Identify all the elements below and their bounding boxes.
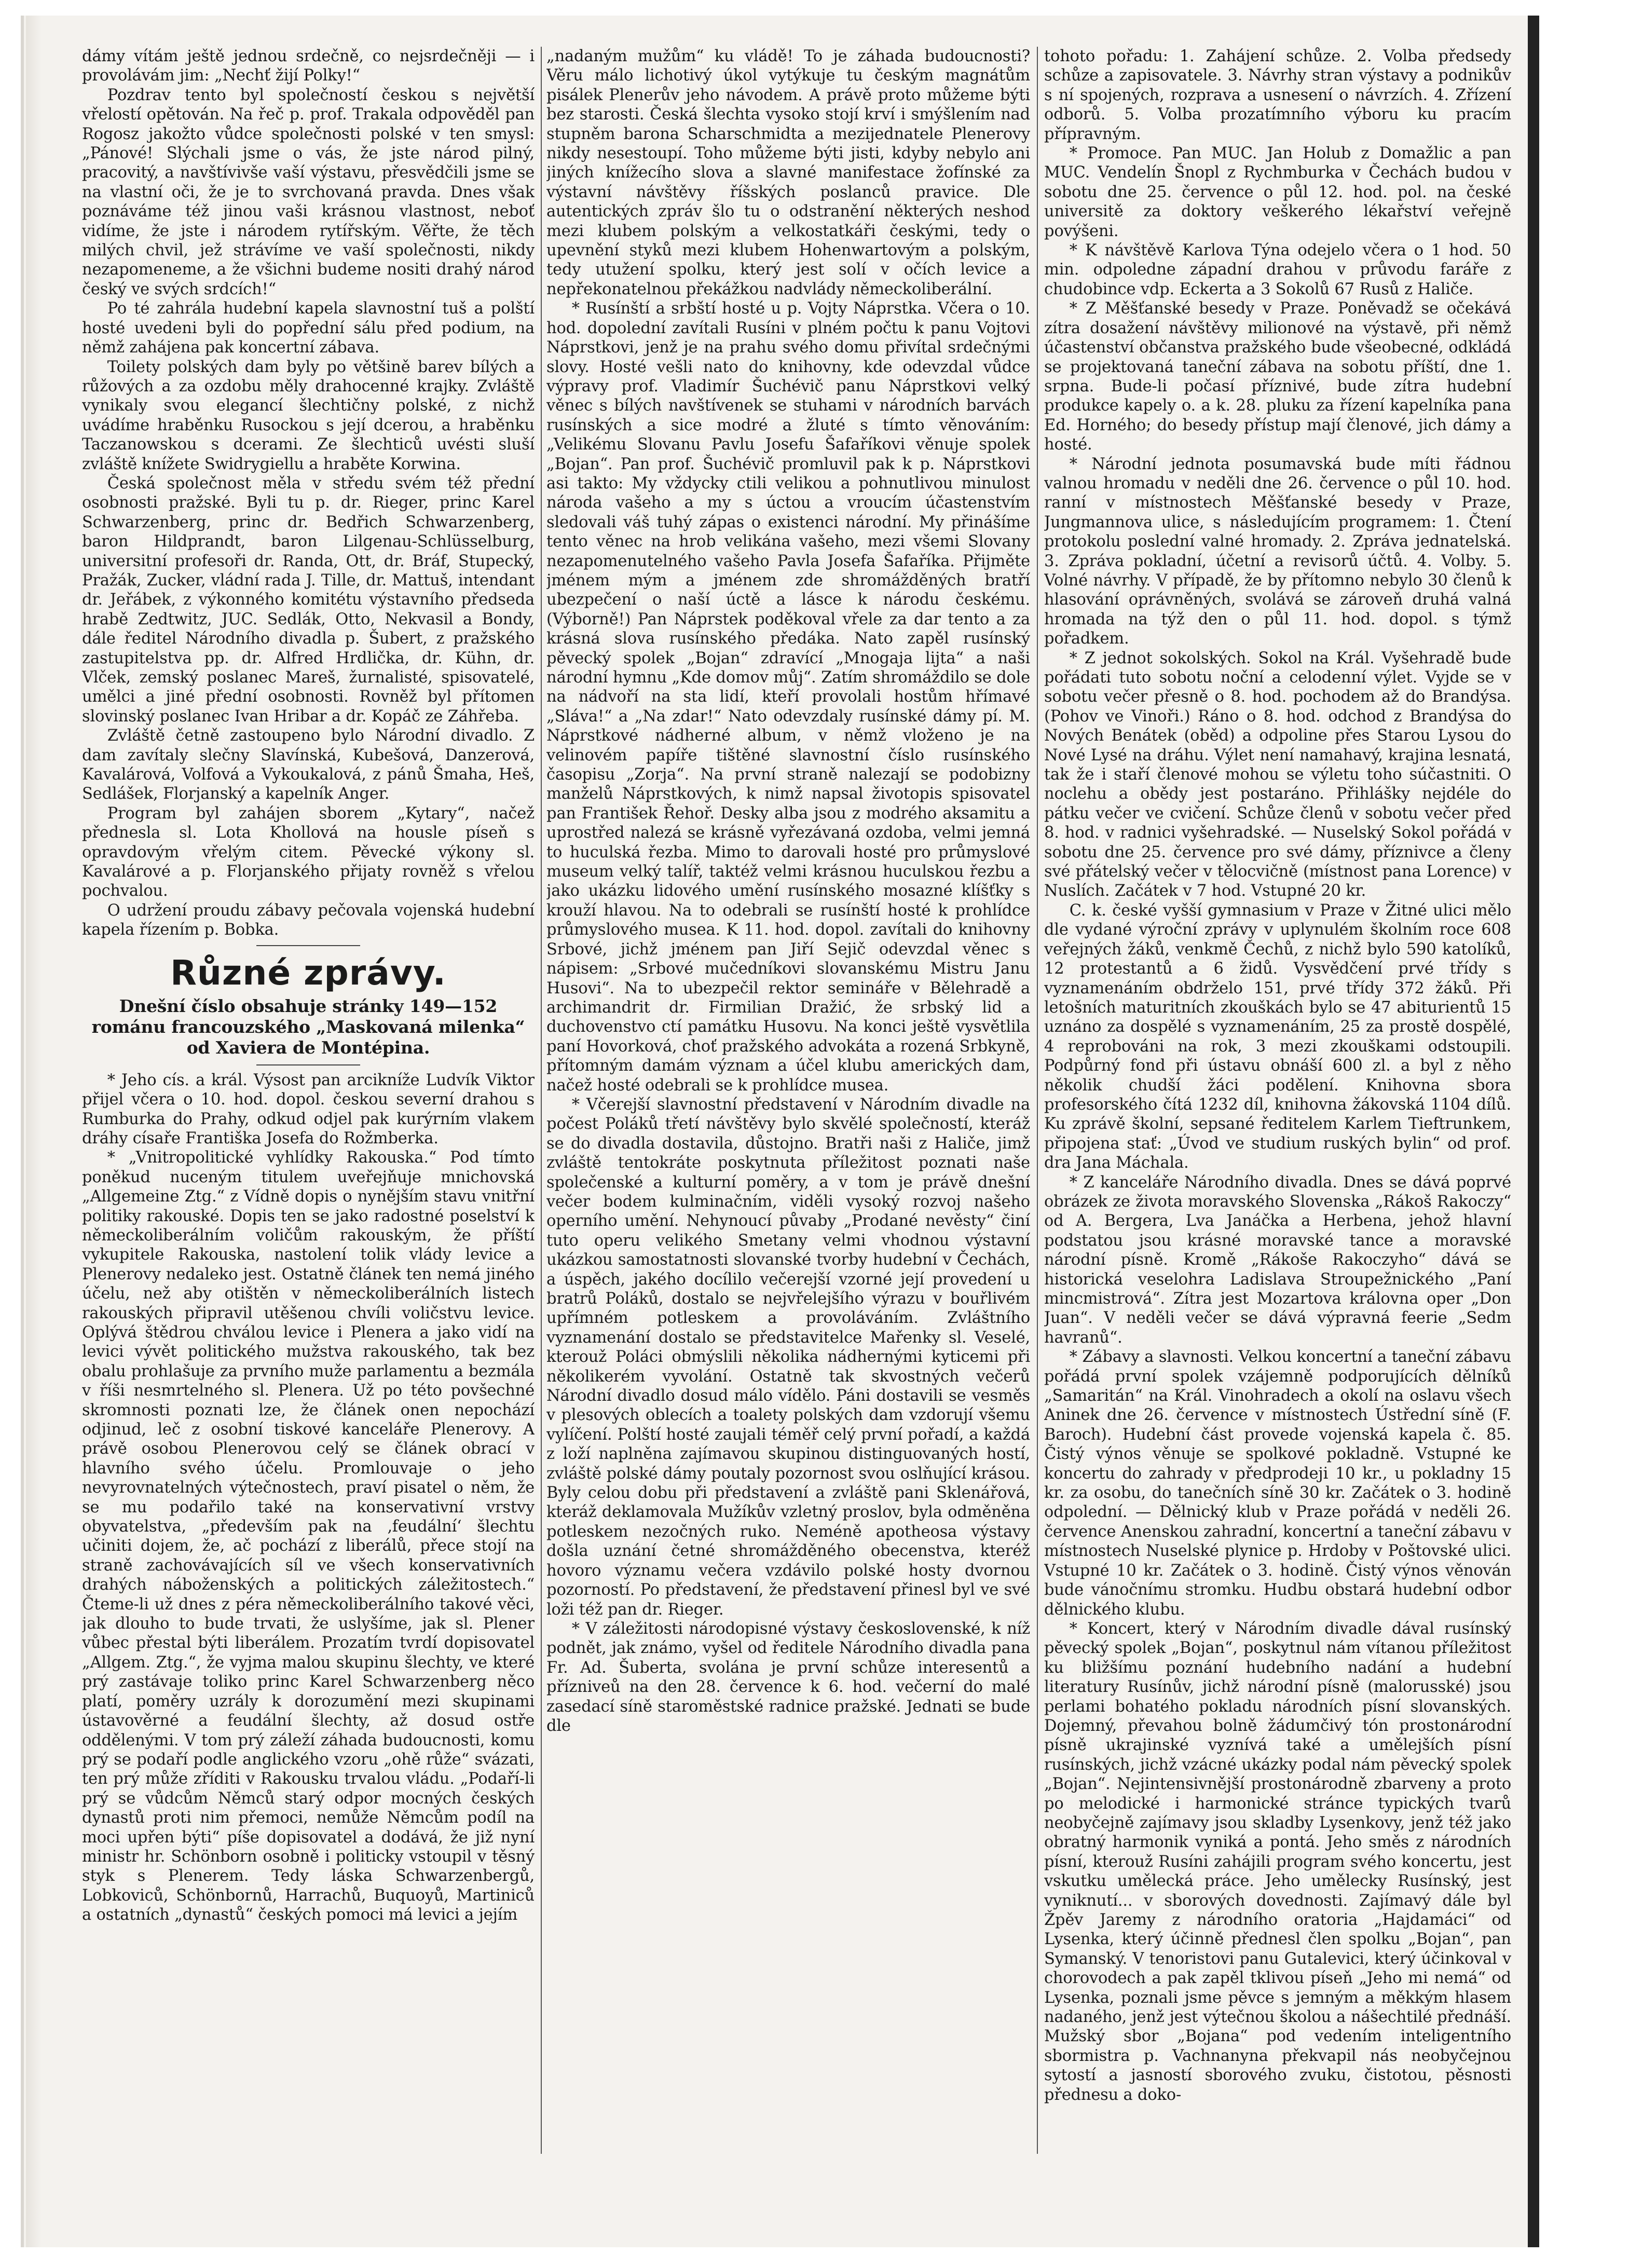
- paragraph: O udržení proudu zábavy pečovala vojenská hudební kapela řízením p. Bobka.: [82, 901, 535, 939]
- newspaper-page: [21, 16, 1539, 2247]
- paragraph: „nadaným mužům“ ku vládě! To je záhada budoucnosti? Věru málo lichotivý úkol vytýkuje tu českým magnátům pisálek Plenerův jeho návodem. A právě proto můžeme býti bez starosti. Česká šlechta vysoko stojí krví i smýšlením nad stupněm barona Scharschmidta a mezijednatele Plenerovy nikdy nesestoupí. Toho můžeme býti jisti, kdyby nebylo ani jiných knížecího slova a slavné manifestace žofínské za výstavní návštěvy říšských poslanců pravice. Dle autentických zpráv šlo tu o odstranění některých neshod mezi klubem polským a velkostatkáři českými, tedy o upevnění styků mezi klubem Hohenwartovým a polským, tedy utužení spolku, který jest solí v očích levice a nepřekonatelnou překážkou nadvlády německoliberální.: [546, 47, 1030, 298]
- paragraph: * Koncert, který v Národním divadle dával rusínský pěvecký spolek „Bojan“, poskytnul nám vítanou příležitost ku bližšímu poznání hudebního nadání a hudební literatury Rusínův, jichž národní písně (malorusské) jsou perlami bohatého pokladu národních písní slovanských. Dojemný, převahou bolně žádumčivý tón prostonárodní písně ukrajinské vyznívá také a umělejších písní rusínských, jichž vzácné ukázky podal nám pěvecký spolek „Bojan“. Nejintensivnější prostonárodně zbarveny a proto po melodické i harmonické stránce typických tvarů neobyčejně zajímavy jsou skladby Lysenkovy, jenž též jako obratný harmonik vyniká a pontá. Jeho směs z národních písní, kterouž Rusíni zahájili program svého koncertu, jest vskutku umělecká práce. Jeho umělecky Rusínský, jest vyniknutí... v sborových dovednosti. Zajímavý dále byl Žpěv Jaremy z národního oratoria „Hajdamáci“ od Lysenka, který účinně přednesl člen spolku „Bojan“, pan Symanský. V tenoristovi panu Gutalevici, který účinkoval v chorovodech a pak zapěl tklivou píseň „Jeho mi nemá“ od Lysenka, poznali jsme pěvce s jemným a měkkým hlasem nadaného, jenž jest výtečnou školou a nášechtilé přednáší. Mužský sbor „Bojana“ pod vedením inteligentního sbormistra p. Vachnanyna překvapil nás neobyčejnou sytostí a jasností sborového zvuku, čistotou, pěsnosti přednesu a doko-: [1044, 1619, 1511, 2104]
- paragraph: Toilety polských dam byly po většině barev bílých a růžových a za ozdobu měly drahocenné krajky. Zvláště vynikaly svou elegancí šlechtičny polské, z nichž uvádíme hraběnku Rusockou s její dcerou, a hraběnku Taczanowskou s dcerami. Ze šlechticů uvésti sluší zvláště knížete Swidrygiellu a hraběte Korwina.: [82, 358, 535, 473]
- paragraph: * Promoce. Pan MUC. Jan Holub z Domažlic a pan MUC. Vendelín Šnopl z Rychmburka v Čechách budou v sobotu dne 25. července o půl 12. hod. pol. na české universitě za doktory veškerého lékařství veřejně povýšeni.: [1044, 144, 1511, 240]
- paragraph: * Zábavy a slavnosti. Velkou koncertní a taneční zábavu pořádá první spolek vzájemně podporujících dělníků „Samaritán“ na Král. Vinohradech a okolí na oslavu všech Aninek dne 26. července v místnostech Ústřední síně (F. Baroch). Hudební část provede vojenská kapela č. 85. Čistý výnos věnuje se spolkové pokladně. Vstupné ke koncertu do zahrady v předprodeji 10 kr., u pokladny 15 kr. za osobu, do tanečních síně 30 kr. Začátek o 3. hodině odpolední. — Dělnický klub v Praze pořádá v neděli 26. července Anenskou zahradní, koncertní a taneční zábavu v místnostech Nuselské plynice p. Hrdoby v Poštovské ulici. Vstupné 10 kr. Začátek o 3. hodině. Čistý výnos věnován bude vánočnímu stromku. Hudbu obstará hudební odbor dělnického klubu.: [1044, 1348, 1511, 1619]
- paragraph: * Z Měšťanské besedy v Praze. Poněvadž se očekává zítra dosažení návštěvy milionové na výstavě, při němž účastenství občanstva pražského bude všeobecné, odkládá se projektovaná taneční zábava na sobotu příští, dne 1. srpna. Bude-li počasí příznivé, bude zítra hudební produkce kapely o. a k. 28. pluku za řízení kapelníka pana Ed. Horného; do besedy přístup mají členové, jich dámy a hosté.: [1044, 299, 1511, 454]
- page-edge: [21, 16, 24, 2247]
- paragraph: * Jeho cís. a král. Výsost pan arcikníže Ludvík Viktor přijel včera o 10. hod. dopol. českou severní drahou s Rumburka do Prahy, odkud odjel pak kurýrním vlakem dráhy císaře Františka Josefa do Rožmberka.: [82, 1071, 535, 1147]
- paragraph: dámy vítám ještě jednou srdečně, co nejsrdečněji — i provolávám jim: „Nechť žijí Polky!“: [82, 47, 535, 85]
- column-rule: [541, 47, 542, 2154]
- paragraph: * Včerejší slavnostní představení v Národním divadle na počest Poláků třetí návštěvy bylo skvělé společností, kteráž se do divadla dostavila, důstojno. Bratři naši z Haliče, jimž zvláště tentokráte poskytnuta příležitost poznati naše společenské a kulturní poměry, a v tom je právě dnešní večer bodem kulminačním, viděli vysoký rozvoj našeho operního umění. Nehynoucí půvaby „Prodané nevěsty“ činí tuto operu velikého Smetany velmi vhodnou výstavní ukázkou samostatnosti slovanské tvorby hudební v Čechách, a úspěch, jakého docílilo večerejší vzorné její provedení u bratrů Poláků, dostalo se nejvřelejšího výrazu v bouřlivém upřímném potleskem a provoláváním. Zvláštního vyznamenání dostalo se představitelce Mařenky sl. Veselé, kterouž Poláci obmýslili několika nádhernými kyticemi při několikerém vyvolání. Ostatně tak skvostných večerů Národní divadlo dosud málo vídělo. Páni dostavili se vesměs v plesových oblecích a toalety polských dam vzdorují všemu vylíčení. Polští hosté zaujali téměř celý první pořadí, a každá z loží naplněna zajímavou skupinou distinguovaných hostí, zvláště polské dámy poutaly pozornost svou oslňující krásou. Byly celou dobu při představení a zvláště pani Sklenářová, kteráž deklamovala Mužíkův vzletný proslov, byla odměněna potleskem nezočných ruko. Neméně apotheosa výstavy došla uznání četné shromážděného obecenstva, kteréž hovoro významu večera vzdávilo polské hosty dvornou pozorností. Po představení, že představení přinesl byl ve své loži též pan dr. Rieger.: [546, 1095, 1030, 1619]
- section-heading: Různé zprávy.: [170, 952, 446, 993]
- paragraph: tohoto pořadu: 1. Zahájení schůze. 2. Volba předsedy schůze a zapisovatele. 3. Návrhy stran výstavy a podnikův s ní spojených, rozprava a usnesení o návrzích. 4. Zřízení odborů. 5. Volba prozatímního výboru ku pracím přípravným.: [1044, 47, 1511, 143]
- paragraph: Zvláště četně zastoupeno bylo Národní divadlo. Z dam zavítaly slečny Slavínská, Kubešová, Danzerová, Kavalárová, Volfová a Vykoukalová, z pánů Šmaha, Heš, Sedlášek, Florjanský a kapelník Anger.: [82, 727, 535, 803]
- section-divider: [256, 945, 360, 946]
- column-1: [82, 47, 535, 2226]
- column-rule: [1037, 47, 1038, 2154]
- paragraph: * K návštěvě Karlova Týna odejelo včera o 1 hod. 50 min. odpoledne západní drahou v průvodu faráře z chudobince vdp. Eckerta a 3 Sokolů 67 Rusů z Haliče.: [1044, 241, 1511, 298]
- paragraph: Pozdrav tento byl společností českou s největší vřelostí opětován. Na řeč p. prof. Trakala odpověděl pan Rogosz jakožto vůdce společnosti polské v ten smysl: „Pánové! Slýchali jsme o vás, že jste národ pilný, pracovitý, a navštívivše vaší výstavu, přesvědčili jsme se na vlastní oči, že je to svrchovaná pravda. Dnes však poznáváme též jinou vaši krásnou vlastnost, neboť vidíme, že jste i národem rytířským. Věřte, že těch milých chvil, jež strávíme ve vaší společnosti, nikdy nezapomeneme, a že všichni budeme nositi drahý národ český ve svých srdcích!“: [82, 86, 535, 298]
- scan-edge-shadow: [26, 16, 42, 2247]
- paragraph: Po té zahrála hudební kapela slavnostní tuš a polští hosté uvedeni byli do popřední sálu před podium, na němž zahájena pak koncertní zábava.: [82, 299, 535, 357]
- paragraph: * V záležitosti národopisné výstavy československé, k níž podnět, jak známo, vyšel od ředitele Národního divadla pana Fr. Ad. Šuberta, svolána je první schůze interesentů a přízniveů na den 28. července k 6. hod. večerní do malé zasedací síně staroměstské radnice pražské. Jednati se bude dle: [546, 1619, 1030, 1735]
- paragraph: Česká společnost měla v středu svém též přední osobnosti pražské. Byli tu p. dr. Rieger, princ Karel Schwarzenberg, princ dr. Bedřich Schwarzenberg, baron Hildprandt, baron Lilgenau-Schlüsselburg, universitní profesoři dr. Randa, Ott, dr. Bráf, Stupecký, Pražák, Zucker, vládní rada J. Tille, dr. Mattuš, intendant dr. Jeřábek, z výkonného komitétu výstavního předseda hrabě Zedtwitz, JUC. Sedlák, Otto, Nekvasil a Bondy, dále ředitel Národního divadla p. Šubert, z pražského zastupitelstva pp. dr. Alfred Hrdlička, dr. Kühn, dr. Vlček, zemský poslanec Mareš, žurnalisté, spisovatelé, umělci a jiné přední osobnosti. Rovněž byl přítomen slovinský poslanec Ivan Hribar a dr. Kopáč ze Záhřeba.: [82, 474, 535, 726]
- paragraph: * „Vnitropolitické vyhlídky Rakouska.“ Pod tímto poněkud nuceným titulem uveřejňuje mnichovská „Allgemeine Ztg.“ z Vídně dopis o nynějším stavu vnitřní politiky rakouské. Dopis ten se jako radostné poselství k německoliberálním voličům rakouským, že příští vykupitele Rakouska, nastolení tolik vlády levice a Plenerovy nedaleko jest. Ostatně článek ten nemá jiného účelu, než aby otištěn v německoliberálních listech rakouských připravil utěšenou chvíli voličstvu levice. Oplývá štědrou chválou levice i Plenera a jako vidí na levici vývět politického mužstva rakouského, tak bez obalu prohlašuje za prvního muže parlamentu a bezmála v říši nesmrtelného sl. Plenera. Už po této povšechné skromnosti poznati lze, že článek onen nepochází odjinud, leč z osobní tiskové kanceláře Plenerovy. A právě osobou Plenerovou celý se článek obrací v hlavního svého účelu. Promlouvaje o jeho nevyrovnatelných výtečnostech, praví pisatel o něm, že se mu podařilo také na konservativní vrstvy obyvatelstva, „především pak na ‚feudální‘ šlechtu učiniti dojem, že, ač pochází z liberálů, přece stojí na straně zachovávajících síl ve všech konservativních drahých náboženských a politických záležitostech.“ Čteme-li už dnes z péra německoliberálního takové věci, jak dlouho to bude trvati, že uslyšíme, jak sl. Plener vůbec přestal býti liberálem. Prozatím tvrdí dopisovatel „Allgem. Ztg.“, že vyjma malou skupinu šlechty, ve které prý zastávaje toliko princ Karel Schwarzenberg něco platí, poměry uzrály k dorozumění mezi skupinami ústavověrné a feudální šlechty, až dosud ostře oddělenými. V tom prý záleží záhada budoucnosti, komu prý se podaří podle anglického vzoru „ohě růže“ svázati, ten prý může zříditi v Rakousku trvalou vládu. „Podaří-li prý se vůdcům Němců starý odpor mocných českých dynastů proti nim přemoci, nemůže Němcům podíl na moci upřen býti“ píše dopisovatel a dodává, že již nyní ministr hr. Schönborn osobně i politicky vstoupil v těsný styk s Plenerem. Tedy láska Schwarzenbergů, Lobkoviců, Schönbornů, Harrachů, Buquoyů, Martiniců a ostatních „dynastů“ českých pomoci má levici a jejím: [82, 1149, 535, 1924]
- section-divider: [256, 1064, 360, 1065]
- paragraph: C. k. české vyšší gymnasium v Praze v Žitné ulici mělo dle vydané výroční zprávy v uplynulém školním roce 608 veřejných žáků, venkmě Čechů, z nichž bylo 590 katolíků, 12 protestantů a 6 židů. Vysvědčení prvé třídy s vyznamenáním obdrželo 151, prvé třídy 372 žáků. Při letošních maturitních zkouškách bylo se 47 abiturientů 15 uznáno za dospělé s vyznamenáním, 25 za prostě dospělé, 4 reprobováni na rok, 3 mezi zkouškami odstoupili. Podpůrný fond při ústavu obnáší 600 zl. a byl z něho několik chudší žáci podělení. Knihovna sbora profesorského čítá 1232 díl, knihovna žákovská 1104 dílů. Ku zprávě školní, sepsané ředitelem Karlem Tieftrunkem, připojena stať: „Úvod ve studium ruských bylin“ od prof. dra Jana Máchala.: [1044, 901, 1511, 1172]
- section-subheading: Dnešní číslo obsahuje stránky 149—152 románu francouzského „Maskovaná milenka“ od Xaviera de Montépina.: [91, 995, 525, 1058]
- paragraph: * Z kanceláře Národního divadla. Dnes se dává poprvé obrázek ze života moravského Slovenska „Rákoš Rakoczy“ od A. Bergera, Lva Janáčka a Herbena, jehož hlavní podstatou jsou krásné moravské tance a moravské národní písně. Kromě „Rákoše Rakoczyho“ dává se historická veselohra Ladislava Stroupežnického „Paní mincmistrová“. Zítra jest Mozartova královna oper „Don Juan“. V neděli večer se dává výpravná feerie „Sedm havranů“.: [1044, 1173, 1511, 1347]
- column-3: [1044, 47, 1511, 2226]
- paragraph: * Národní jednota posumavská bude míti řádnou valnou hromadu v neděli dne 26. července o půl 10. hod. ranní v místnostech Měšťanské besedy v Praze, Jungmannova ulice, s následujícím programem: 1. Čtení protokolu poslední valné hromady. 2. Zpráva jednatelská. 3. Zpráva pokladní, účetní a revisorů účtů. 4. Volby. 5. Volné návrhy. V případě, že by přítomno nebylo 30 členů k hlasování oprávněných, svolává se zároveň druhá valná hromada na týž den o půl 11. hod. dopol. s týmž pořadkem.: [1044, 455, 1511, 648]
- column-2: [546, 47, 1030, 2226]
- paragraph: * Z jednot sokolských. Sokol na Král. Vyšehradě bude pořádati tuto sobotu noční a celodenní výlet. Vyjde se v sobotu večer přesně o 8. hod. pochodem až do Brandýsa. (Pohov ve Vinoři.) Ráno o 8. hod. odchod z Brandýsa do Nových Benátek (oběd) a odpoline přes Starou Lysou do Nové Lysé na dráhu. Výlet není namahavý, krajina lesnatá, tak že i staří členové mohou se výletu toho súčastniti. O noclehu a obědy jest postaráno. Přihlášky nejdéle do pátku večer ve cvičení. Schůze členů v sobotu večer před 8. hod. v radnici vyšehradské. — Nuselský Sokol pořádá v sobotu dne 25. července pro své dámy, příznivce a členy své přátelský večer v tělocvičně (místnost pana Lorence) v Nuslích. Začátek v 7 hod. Vstupné 20 kr.: [1044, 649, 1511, 900]
- paragraph: * Rusínští a srbští hosté u p. Vojty Náprstka. Včera o 10. hod. dopolední zavítali Rusíni v plném počtu k panu Vojtovi Náprstkovi, jenž je na prahu svého domu přivítal srdečnými slovy. Hosté vešli nato do knihovny, kde odevzdal vůdce výpravy prof. Vladimír Šuchévič panu Náprstkovi velký věnec s bílých navštívenek se stuhami v národních barvách rusínských a sice modré a žluté s tímto věnováním: „Velikému Slovanu Pavlu Josefu Šafaříkovi věnuje spolek „Bojan“. Pan prof. Šuchévič promluvil pak k p. Náprstkovi asi takto: My vždycky ctili velikou a pohnutlivou minulost národa vašeho a my s úctou a vroucím účastenstvím sledovali váš tuhý zápas o existenci národní. My přinášíme tento věnec na hrob velikána vašeho, mezi všemi Slovany nezapomenutelného vašeho Pavla Josefa Šafaříka. Přijměte jménem mým a jménem zde shromážděných bratří ubezpečení o naší úctě a lásce k národu českému. (Výborně!) Pan Náprstek poděkoval vřele za dar tento a za krásná slova rusínského předáka. Nato zapěl rusínský pěvecký spolek „Bojan“ zdravící „Mnogaja lijta“ a naši národní hymnu „Kde domov můj“. Zatím shromáždilo se dole na nádvoří na sta lidí, kteří provolali hostům hřímavé „Sláva!“ a „Na zdar!“ Nato odevzdaly rusínské dámy pí. M. Náprstkové nádherné album, v němž vloženo je na velinovém papíře tištěné slavnostní číslo rusínského časopisu „Zorja“. Na první straně nalezají se podobizny manželů Náprstkových, k nimž napsal životopis spisovatel pan František Řehoř. Desky alba jsou z modrého aksamitu a uprostřed nalezá se krásně vyřezávaná ozdoba, velmi jemná to huculská řezba. Mimo to darovali hosté pro průmyslové museum velký talíř, taktéž velmi krásnou huculskou řezbu a jako ukázku lidového umění rusínského mosazné klíšťky s krouží hlavou. Na to odebrali se rusínští hosté k prohlídce průmyslového musea. K 11. hod. dopol. zavítali do knihovny Srbové, jichž jménem pan Jiří Sejič odevzdal věnec s nápisem: „Srbové mučedníkovi slovanskému Mistru Janu Husovi“. Na to ubezpečil rektor semináře v Bělehradě a archimandrit dr. Firmilian Dražić, že srbský lid a duchovenstvo ctí památku Husovu. Na konci ještě vysvětlila paní Hovorková, choť pražského advokáta a rozená Srbkyně, přítomným damám význam a účel klubu amerických dam, načež hosté odebrali se k prohlídce musea.: [546, 299, 1030, 1095]
- paragraph: Program byl zahájen sborem „Kytary“, načež přednesla sl. Lota Khollová na housle píseň s opravdovým vřelým citem. Pěvecké výkony sl. Kavalárové a p. Florjanského přijaty rovněž s vřelou pochvalou.: [82, 804, 535, 900]
